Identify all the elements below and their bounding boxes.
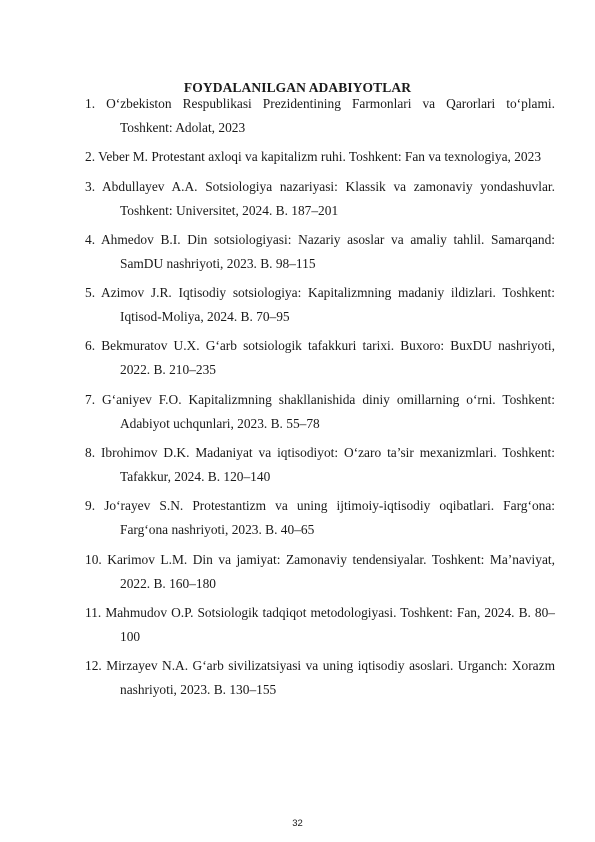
reference-item bbox=[85, 228, 555, 276]
reference-text: O‘zbekiston Respublikasi Prezidentining Farmonlari va Qarorlari to‘plami. Toshkent: Adolat, 2023 bbox=[106, 96, 555, 135]
reference-number: 5. bbox=[85, 285, 96, 301]
reference-number: 3. bbox=[85, 178, 96, 194]
reference-number: 8. bbox=[85, 445, 96, 461]
reference-text: Abdullayev A.A. Sotsiologiya nazariyasi: Klassik va zamonaviy yondashuvlar. Toshkent: Universitet, 2024. B. 187–201 bbox=[102, 178, 555, 218]
page-title: FOYDALANILGAN ADABIYOTLAR bbox=[183, 80, 412, 95]
reference-number: 10. bbox=[85, 551, 102, 567]
reference-item bbox=[85, 388, 555, 436]
reference-number: 2. bbox=[85, 149, 96, 165]
reference-item bbox=[85, 334, 555, 382]
reference-item bbox=[85, 654, 555, 702]
reference-number: 11. bbox=[85, 604, 102, 620]
reference-text: G‘aniyev F.O. Kapitalizmning shakllanishida diniy omillarning o‘rni. Toshkent: Adabiyot uchqunlari, 2023. B. 55–78 bbox=[102, 391, 555, 431]
reference-item bbox=[85, 175, 555, 223]
reference-list bbox=[85, 92, 555, 708]
reference-item bbox=[85, 281, 555, 329]
reference-text: Karimov L.M. Din va jamiyat: Zamonaviy tendensiyalar. Toshkent: Ma’naviyat, 2022. B. 160–180 bbox=[107, 551, 555, 591]
reference-text: Azimov J.R. Iqtisodiy sotsiologiya: Kapitalizmning madaniy ildizlari. Toshkent: Iqtisod-Moliya, 2024. B. 70–95 bbox=[101, 285, 555, 325]
reference-number: 6. bbox=[85, 338, 96, 354]
reference-item bbox=[85, 145, 555, 169]
reference-text: Bekmuratov U.X. G‘arb sotsiologik tafakkuri tarixi. Buxoro: BuxDU nashriyoti, 2022. B. 210–235 bbox=[101, 338, 555, 378]
reference-number: 9. bbox=[85, 498, 96, 514]
reference-text: Mahmudov O.P. Sotsiologik tadqiqot metodologiyasi. Toshkent: Fan, 2024. B. 80–100 bbox=[105, 604, 555, 644]
reference-number: 12. bbox=[85, 658, 102, 674]
reference-text: Mirzayev N.A. G‘arb sivilizatsiyasi va uning iqtisodiy asoslari. Urganch: Xorazm nashriyoti, 2023. B. 130–155 bbox=[106, 658, 555, 698]
page-number: 32 bbox=[292, 818, 303, 829]
reference-number: 7. bbox=[85, 391, 96, 407]
reference-text: Ibrohimov D.K. Madaniyat va iqtisodiyot: O‘zaro ta’sir mexanizmlari. Toshkent: Tafakkur, 2024. B. 120–140 bbox=[100, 445, 556, 485]
reference-item bbox=[85, 601, 555, 649]
reference-item bbox=[85, 494, 555, 542]
reference-item bbox=[85, 92, 555, 140]
reference-text: Ahmedov B.I. Din sotsiologiyasi: Nazariy asoslar va amaliy tahlil. Samarqand: SamDU nashriyoti, 2023. B. 98–115 bbox=[101, 231, 556, 271]
reference-item bbox=[85, 548, 555, 596]
reference-text: Jo‘rayev S.N. Protestantizm va uning ijtimoiy-iqtisodiy oqibatlari. Farg‘ona: Farg‘ona nashriyoti, 2023. B. 40–65 bbox=[104, 498, 555, 538]
reference-text: Veber M. Protestant axloqi va kapitalizm ruhi. Toshkent: Fan va texnologiya, 2023 bbox=[98, 149, 542, 165]
reference-number: 1. bbox=[85, 96, 96, 111]
reference-item bbox=[85, 441, 555, 489]
reference-number: 4. bbox=[85, 231, 96, 247]
